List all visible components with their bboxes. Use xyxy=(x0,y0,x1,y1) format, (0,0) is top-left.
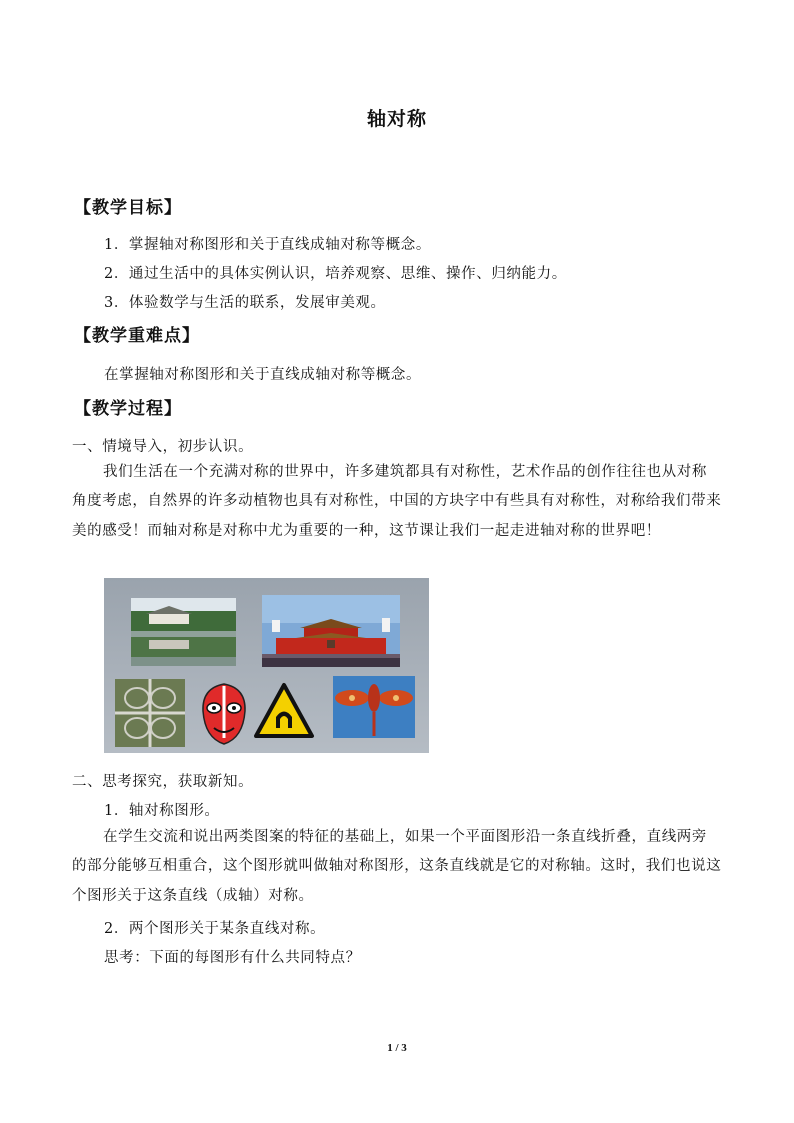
tiananmen-photo xyxy=(262,595,400,667)
highway-interchange-photo xyxy=(115,679,185,747)
kite-photo xyxy=(333,676,415,738)
part1-title: 一、情境导入，初步认识。 xyxy=(72,439,254,455)
objective-item-3: 3．体验数学与生活的联系，发展审美观。 xyxy=(104,295,386,311)
symmetry-collage-svg xyxy=(104,578,429,753)
lake-reflection-photo xyxy=(131,598,236,666)
tunnel-warning-sign-image xyxy=(256,685,312,736)
page-number: 1 / 3 xyxy=(387,1042,407,1054)
process-heading: 【教学过程】 xyxy=(74,399,182,419)
objectives-heading: 【教学目标】 xyxy=(74,198,182,218)
page-title: 轴对称 xyxy=(366,108,427,130)
part2-title: 二、思考探究，获取新知。 xyxy=(72,774,254,790)
subsection-1-paragraph: 在学生交流和说出两类图案的特征的基础上，如果一个平面图形沿一条直线折叠，直线两旁的部分能够互相重合，这个图形就叫做轴对称图形，这条直线就是它的对称轴。这时，我们也说这个图形关于这条直线（成轴）对称。 xyxy=(72,829,722,904)
objective-item-2: 2．通过生活中的具体实例认识，培养观察、思维、操作、归纳能力。 xyxy=(104,266,567,282)
opera-mask-image xyxy=(203,684,245,744)
key-points-heading: 【教学重难点】 xyxy=(74,326,200,346)
think-question: 思考：下面的每图形有什么共同特点？ xyxy=(104,950,361,966)
objective-item-1: 1．掌握轴对称图形和关于直线成轴对称等概念。 xyxy=(104,237,431,253)
symmetry-examples-image xyxy=(104,578,429,753)
key-points-text: 在掌握轴对称图形和关于直线成轴对称等概念。 xyxy=(104,367,422,383)
subsection-1-title: 1．轴对称图形。 xyxy=(104,803,220,819)
part1-paragraph: 我们生活在一个充满对称的世界中，许多建筑都具有对称性，艺术作品的创作往往也从对称角度考虑，自然界的许多动植物也具有对称性，中国的方块字中有些具有对称性，对称给我们带来美的感受！而轴对称是对称中尤为重要的一种，这节课让我们一起走进轴对称的世界吧！ xyxy=(72,464,722,539)
subsection-2-title: 2．两个图形关于某条直线对称。 xyxy=(104,921,326,937)
